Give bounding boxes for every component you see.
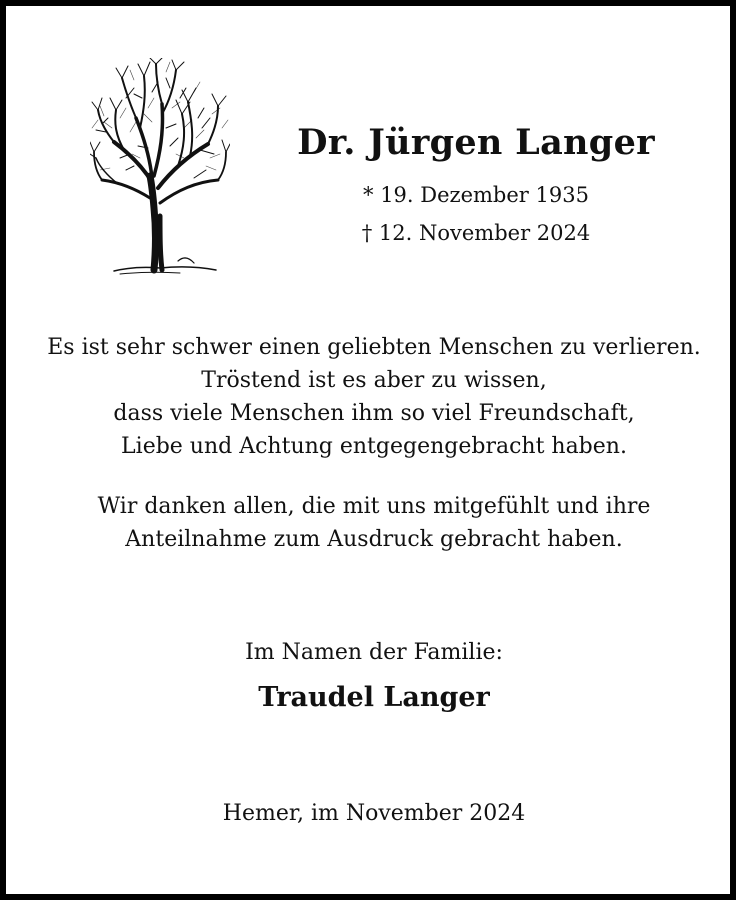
paragraph-line: dass viele Menschen ihm so viel Freundschaft,	[113, 401, 635, 426]
paragraph-line: Wir danken allen, die mit uns mitgefühlt und ihre	[97, 494, 651, 519]
signatory-name: Traudel Langer	[258, 682, 490, 713]
bare-tree-icon	[90, 58, 230, 278]
death-date: † 12. November 2024	[361, 221, 591, 245]
place-and-date: Hemer, im November 2024	[222, 801, 526, 826]
condolence-paragraph	[26, 331, 722, 463]
paragraph-line: Liebe und Achtung entgegengebracht haben.	[121, 434, 627, 459]
deceased-name: Dr. Jürgen Langer	[297, 122, 655, 163]
family-label: Im Namen der Familie:	[245, 640, 503, 665]
paragraph-line: Es ist sehr schwer einen geliebten Menschen zu verlieren.	[47, 335, 701, 360]
birth-date: * 19. Dezember 1935	[363, 183, 589, 207]
paragraph-line: Tröstend ist es aber zu wissen,	[201, 368, 547, 393]
thanks-paragraph	[26, 490, 722, 556]
paragraph-line: Anteilnahme zum Ausdruck gebracht haben.	[125, 527, 623, 552]
